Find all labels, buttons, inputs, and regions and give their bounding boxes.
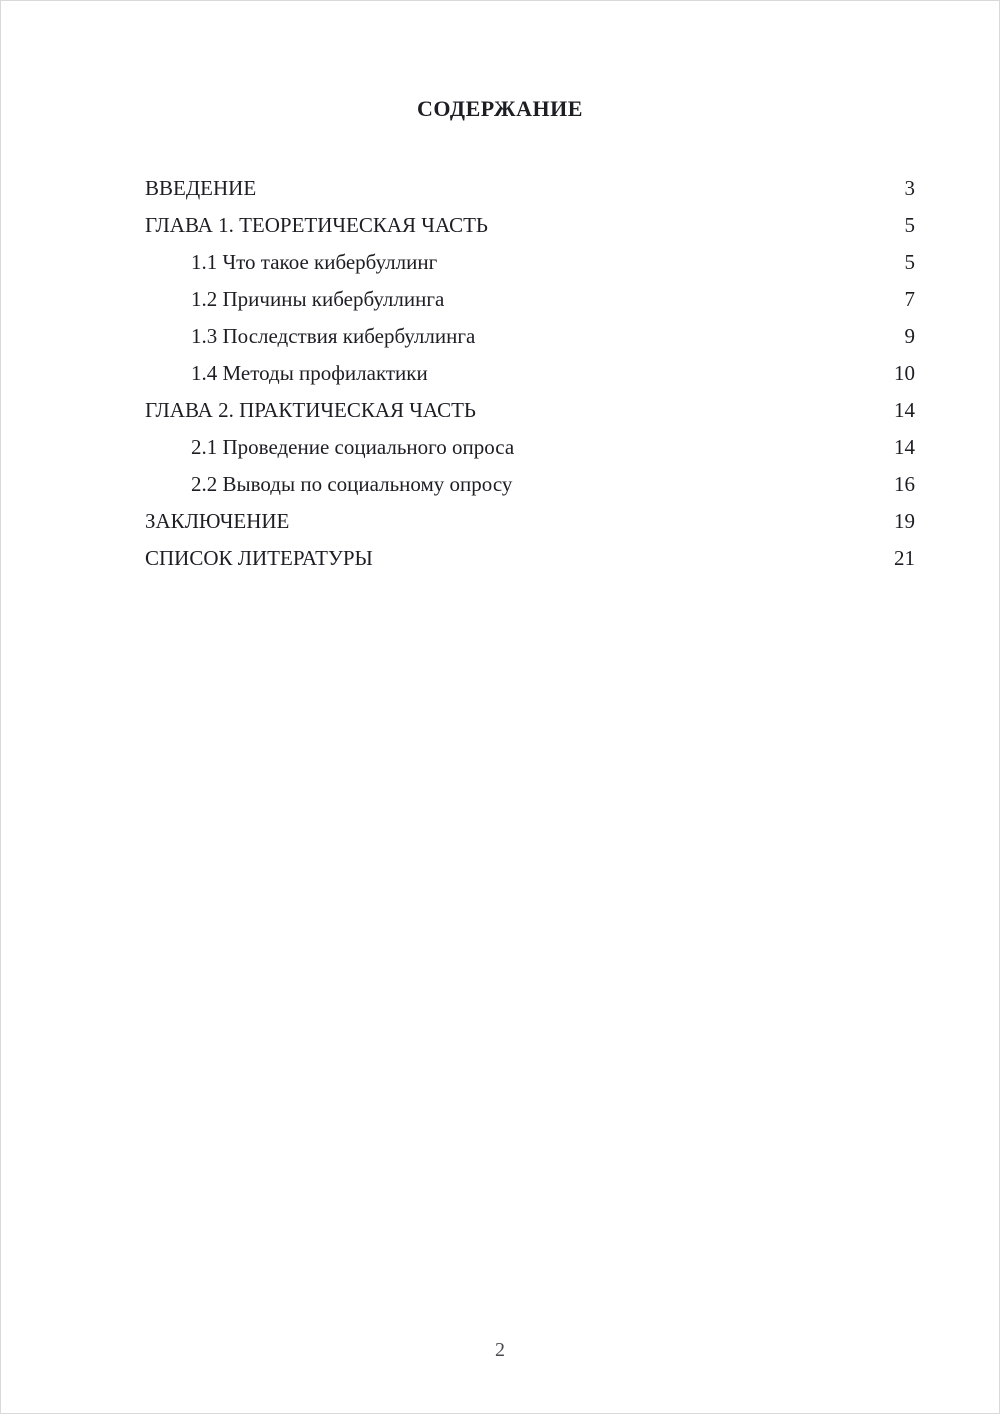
toc-entry-page: 3 [904,176,915,200]
toc-entry-page: 16 [894,472,915,496]
toc-entry-page: 14 [894,435,915,459]
toc-entry-page: 19 [894,509,915,533]
toc-entry [145,392,915,429]
toc-entry [145,281,915,318]
toc-entry-label: 1.3 Последствия кибербуллинга [191,324,476,348]
toc-entry-label: ГЛАВА 1. ТЕОРЕТИЧЕСКАЯ ЧАСТЬ [145,213,488,237]
toc-entry [145,540,915,577]
toc-entry [145,207,915,244]
table-of-contents [145,170,915,577]
toc-entry-label: ВВЕДЕНИЕ [145,176,257,200]
toc-entry-label: СПИСОК ЛИТЕРАТУРЫ [145,546,373,570]
toc-entry [145,355,915,392]
toc-entry-page: 14 [894,398,915,422]
toc-entry-label: 1.2 Причины кибербуллинга [191,287,445,311]
toc-entry-label: 1.4 Методы профилактики [191,361,428,385]
toc-entry [145,318,915,355]
toc-entry [145,244,915,281]
toc-entry-label: 1.1 Что такое кибербуллинг [191,250,438,274]
toc-entry-label: 2.1 Проведение социального опроса [191,435,515,459]
page-title: СОДЕРЖАНИЕ [417,96,583,121]
toc-entry-label: 2.2 Выводы по социальному опросу [191,472,513,496]
toc-entry-page: 7 [904,287,915,311]
toc-entry-page: 10 [894,361,915,385]
toc-entry-page: 5 [904,213,915,237]
toc-entry-label: ЗАКЛЮЧЕНИЕ [145,509,290,533]
toc-entry [145,170,915,207]
toc-entry-page: 5 [904,250,915,274]
page-number: 2 [495,1339,505,1361]
toc-entry-page: 21 [894,546,915,570]
toc-entry [145,466,915,503]
toc-entry [145,503,915,540]
toc-entry [145,429,915,466]
toc-entry-label: ГЛАВА 2. ПРАКТИЧЕСКАЯ ЧАСТЬ [145,398,476,422]
toc-entry-page: 9 [904,324,915,348]
